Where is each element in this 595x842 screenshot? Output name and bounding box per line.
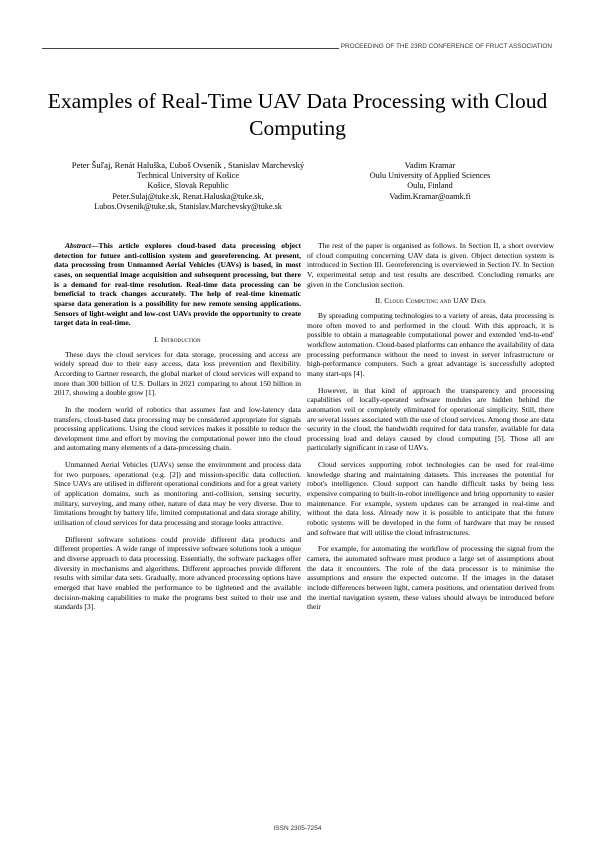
paragraph: Different software solutions could provide different data products and different properties. A wide range of impressive software solutions took a unique and diverse approach to data processing. Essentially, the software packages offer diversity in mechanisms and algorithms. Different approaches provide different results with similar data sets. Gradually, more advanced processing options have emerged that have enabled the performance to be tightened and the available decision-making capabilities to make the programs best suited to their use and standards [3]. xyxy=(54,534,301,612)
author-affiliation: Oulu University of Applied Sciences xyxy=(369,170,491,180)
paragraph: However, in that kind of approach the transparency and processing capabilities of locally-operated software modules are hidden behind the automation veil or completely eliminated for operational simplicity. Still, there are several issues associated with the use of cloud services. Among those are data security in the cloud, the bandwidth required for data transfer, available for data processing load and delays caused by cloud computing [5]. Those all are particularly significant in case of UAVs. xyxy=(307,385,554,453)
header-rule xyxy=(42,48,339,49)
abstract xyxy=(54,241,301,328)
running-header xyxy=(42,43,552,50)
author-block-left xyxy=(62,160,314,213)
paragraph: In the modern world of robotics that assumes fast and low-latency data transfers, cloud-based data processing may be considered appropriate for signals processing applications. Using the cloud services makes it possible to reduce the development time and effort by moving the computational power into the cloud and automating many elements of a data-processing chain. xyxy=(54,404,301,453)
paragraph: Cloud services supporting robot technologies can be used for real-time knowledge sharing and maintaining datasets. This increases the potential for robot's intelligence. Cloud support can handle difficult tasks by being less expensive comparing to built-in-robot intelligence and bring opportunity to easier maintenance. For example, system updates can be arranged in real-time and without the data loss. Already now it is possible to anticipate that the future robotic systems will be developed in the form of hardware that may be reused and software that will utilise the cloud infrastructures. xyxy=(307,460,554,537)
author-affiliation: Technical University of Košice xyxy=(137,170,239,180)
left-column xyxy=(54,241,301,619)
author-email: Vadim.Kramar@oamk.fi xyxy=(389,191,471,201)
author-names: Peter Šuľaj, Renát Haluška, Ľuboš Ovseník , Stanislav Marchevský xyxy=(71,160,305,170)
paper-title: Examples of Real-Time UAV Data Processing with Cloud Computing xyxy=(47,89,548,140)
author-email: Peter.Sulaj@tuke.sk, Renat.Haluska@tuke.sk, xyxy=(112,191,264,201)
paragraph: The rest of the paper is organised as follows. In Section II, a short overview of cloud computing concerning UAV data is given. Object detection system is introduced in Section III. Georeferencing is overviewed in Section IV. In Section V, experimental setup and test results are described. Concluding remarks are given in the Conclusion section. xyxy=(307,241,554,289)
issn-footer: ISSN 2305-7254 xyxy=(273,825,322,832)
abstract-text: —This article explores cloud-based data processing object detection for future anti-collision system and georeferencing. At present, data processing from Unmanned Aerial Vehicles (UAVs) is based, in most cases, on sequential image acquisition and subsequent processing, but there is a demand for real-time resolution. Real-time data processing can be beneficial to track changes accurately. The help of real-time kinematic sparse data generation is a possibility for new remote sensing applications. Sensors of light-weight and low-cost UAVs provide the opportunity to create target data in real-time. xyxy=(54,241,301,328)
author-names: Vadim Kramar xyxy=(404,160,456,170)
author-location: Oulu, Finland xyxy=(407,181,453,191)
header-text: PROCEEDING OF THE 23RD CONFERENCE OF FRUCT ASSOCIATION xyxy=(340,43,552,50)
paragraph: Unmanned Aerial Vehicles (UAVs) sense the environment and process data for two purposes, operational (e.g. [2]) and mission-specific data collection. Since UAVs are utilised in different operational conditions and for a great variety of application domains, such as monitoring anti-collision, sensing security, military, surveying, and many other, nature of data may be very diverse. Due to limitations brought by battery life, limited computational and data storage ability, utilisation of cloud services for data processing and storage looks attractive. xyxy=(54,460,301,528)
section-heading: II. Cloud Computing and UAV Data xyxy=(374,296,487,306)
section-heading: I. Introduction xyxy=(154,334,201,344)
paragraph: For example, for automating the workflow of processing the signal from the camera, the automated software must produce a large set of assumptions about the data it encounters. The role of the data processor is to minimise the assumptions and ensure the expected outcome. If the images in the dataset include differences between light, camera positions, and orientation derived from the inertial navigation system, these values should always be introduced before their xyxy=(307,544,554,612)
author-block-right xyxy=(330,160,530,202)
paragraph: By spreading computing technologies to a variety of areas, data processing is more often moved to and performed in the cloud. With this approach, it is possible to obtain a manageable computational power and extended 'end-to-end' workflow automation. Cloud-based platforms can enhance the availability of data processing performance without the need to invest in server infrastructure or high-performance computers. Such a great advantage is successfully adopted many start-ups [4]. xyxy=(307,310,554,378)
right-column xyxy=(307,241,554,619)
paragraph: These days the cloud services for data storage, processing and access are widely spread due to their easy access, data loss prevention and flexibility. According to Gartner research, the global market of cloud services will expand to more than 300 billion of U.S. Dollars in 2021 comparing to about 150 billion in 2017, showing a double grow [1]. xyxy=(54,349,301,398)
author-location: Košice, Slovak Republic xyxy=(147,181,229,191)
abstract-label: Abstract xyxy=(65,241,91,250)
author-email: Lubos.Ovsenik@tuke.sk, Stanislav.Marchevsky@tuke.sk xyxy=(94,202,282,212)
